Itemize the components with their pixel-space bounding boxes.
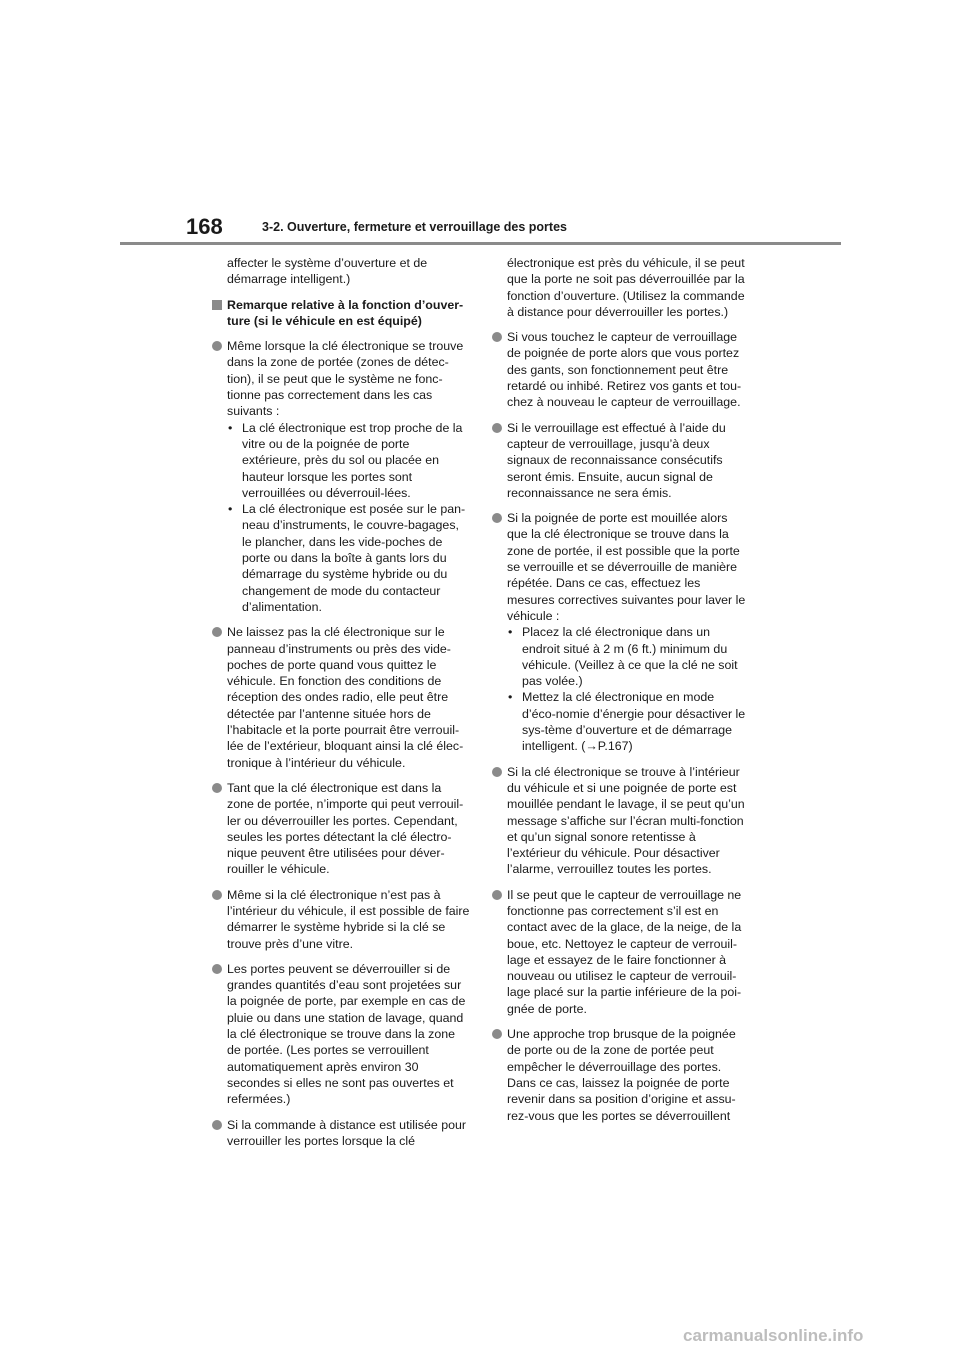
square-bullet-icon (212, 300, 222, 310)
sub-list-item (227, 501, 470, 615)
list-item-text: Si la clé électronique se trouve à l’intérieur du véhicule et si une poignée de porte est mouillée pendant le lavage, il se peut qu’un message s’affiche sur l’écran multi-fonction et qu’un signal sonore retentisse à l’extérieur du véhicule. Pour désactiver l’alarme, verrouillez toutes les portes. (507, 764, 745, 877)
section-heading (212, 297, 470, 330)
continuation-text: électronique est près du véhicule, il se peut que la porte ne soit pas déverrouillée par la fonction d’ouverture. (Utilisez la commande à distance pour déverrouiller les portes.) (507, 256, 745, 319)
sub-list-item-text: La clé électronique est trop proche de la vitre ou de la poignée de porte extérieure, près du sol ou placée en hauteur lorsque les portes sont verrouillées ou déverrouil-lées. (242, 420, 463, 500)
list-item (492, 420, 750, 501)
list-item-text: Même lorsque la clé électronique se trouve dans la zone de portée (zones de détec-tion), il se peut que le système ne fonc-tionne pas correctement dans les cas suivants : (227, 339, 464, 419)
header-divider (120, 242, 841, 245)
list-item-text: Si la poignée de porte est mouillée alors que la clé électronique se trouve dans la zone de portée, il est possible que la porte se verrouille et se déverrouille de manière répétée. Dans ce cas, effectuez les mesures correctives suivantes pour laver le véhicule : (507, 511, 746, 623)
section-title: 3-2. Ouverture, fermeture et verrouillage des portes (262, 220, 567, 234)
list-item-text: Si vous touchez le capteur de verrouillage de poignée de porte alors que vous portez des gants, son fonctionnement peut être retardé ou inhibé. Retirez vos gants et tou-chez à nouveau le capteur de verrouillage. (507, 330, 742, 410)
list-item-text: Tant que la clé électronique est dans la zone de portée, n’importe qui peut verrouil-ler ou déverrouiller les portes. Cependant, seules les portes détectant la clé électro-nique peuvent être utilisées pour déver-rouiller le véhicule. (227, 780, 464, 877)
list-item (212, 780, 470, 878)
circle-bullet-icon (492, 890, 502, 900)
list-item-text: Une approche trop brusque de la poignée de porte ou de la zone de portée peut empêcher le déverrouillage des portes. Dans ce cas, laissez la poignée de porte revenir dans sa position d’origine et assu-rez-vous que les portes se déverrouillent (507, 1027, 736, 1123)
list-item (212, 624, 470, 771)
section-heading-text: Remarque relative à la fonction d’ouver-ture (si le véhicule en est équipé) (227, 297, 464, 328)
right-column (492, 255, 750, 1133)
page-number: 168 (186, 214, 223, 239)
list-item (492, 887, 750, 1017)
sub-list-item-text: Mettez la clé électronique en mode d’éco-nomie d’énergie pour désactiver le sys-tème d’ouverture et de démarrage intelligent. (→P.167) (522, 690, 746, 754)
list-item (492, 510, 750, 754)
list-item (212, 961, 470, 1108)
circle-bullet-icon (212, 627, 222, 637)
circle-bullet-icon (212, 1120, 222, 1130)
list-item (212, 338, 470, 615)
sub-bullet-icon: • (508, 625, 513, 640)
circle-bullet-icon (212, 890, 222, 900)
list-item-text: Même si la clé électronique n’est pas à l’intérieur du véhicule, il est possible de faire démarrer le système hybride si la clé se trouve près d’une vitre. (227, 887, 470, 951)
list-item-text: Il se peut que le capteur de verrouillage ne fonctionne pas correctement s’il est en contact avec de la glace, de la neige, de la boue, etc. Nettoyez le capteur de verrouil-lage et essayez de le faire fonctionner à nouveau ou utilisez le capteur de verrouil-lage placé sur la partie inférieure de la poi-gnée de porte. (507, 887, 742, 1016)
watermark: carmanualsonline.info (683, 1326, 864, 1345)
list-item (492, 1026, 750, 1124)
circle-bullet-icon (212, 964, 222, 974)
sub-list-item (507, 624, 750, 689)
list-item-text: Si le verrouillage est effectué à l’aide du capteur de verrouillage, jusqu’à deux signaux de reconnaissance consécutifs seront émis. Ensuite, aucun signal de reconnaissance ne sera émis. (507, 420, 726, 500)
sub-bullet-icon: • (508, 690, 513, 705)
circle-bullet-icon (492, 423, 502, 433)
list-item (492, 329, 750, 410)
circle-bullet-icon (212, 341, 222, 351)
continuation-text: affecter le système d’ouverture et de démarrage intelligent.) (227, 256, 428, 287)
sub-bullet-icon: • (228, 502, 233, 517)
circle-bullet-icon (492, 332, 502, 342)
sub-list-item-text: La clé électronique est posée sur le pan-neau d’instruments, le couvre-bagages, le plancher, dans les vide-poches de porte ou dans la boîte à gants lors du démarrage du système hybride ou du changement de mode du contacteur d’alimentation. (242, 502, 466, 614)
list-item (212, 1117, 470, 1150)
list-item (212, 887, 470, 952)
circle-bullet-icon (492, 1029, 502, 1039)
circle-bullet-icon (492, 513, 502, 523)
sub-bullet-icon: • (228, 420, 233, 435)
list-item-text: Si la commande à distance est utilisée pour verrouiller les portes lorsque la clé (227, 1117, 466, 1148)
left-column (212, 255, 470, 1158)
sub-list-item (507, 689, 750, 754)
list-item-text: Ne laissez pas la clé électronique sur le panneau d’instruments ou près des vide-poches de porte quand vous quittez le véhicule. En fonction des conditions de réception des ondes radio, elle peut être détectée par l’antenne située hors de l’habitacle et la porte pourrait être verrouil-lée de l’extérieur, bloquant ainsi la clé élec-tronique à l’intérieur du véhicule. (227, 625, 464, 770)
circle-bullet-icon (212, 783, 222, 793)
circle-bullet-icon (492, 767, 502, 777)
sub-list-item-text: Placez la clé électronique dans un endroit situé à 2 m (6 ft.) minimum du véhicule. (Veillez à ce que la clé ne soit pas volée.) (522, 625, 738, 689)
list-item-text: Les portes peuvent se déverrouiller si de grandes quantités d’eau sont projetées sur la poignée de porte, par exemple en cas de pluie ou dans une station de lavage, quand la clé électronique se trouve dans la zone de portée. (Les portes se verrouillent automatiquement après environ 30 secondes si elles ne sont pas ouvertes et refermées.) (227, 961, 466, 1107)
list-item (492, 764, 750, 878)
sub-list-item (227, 420, 470, 501)
